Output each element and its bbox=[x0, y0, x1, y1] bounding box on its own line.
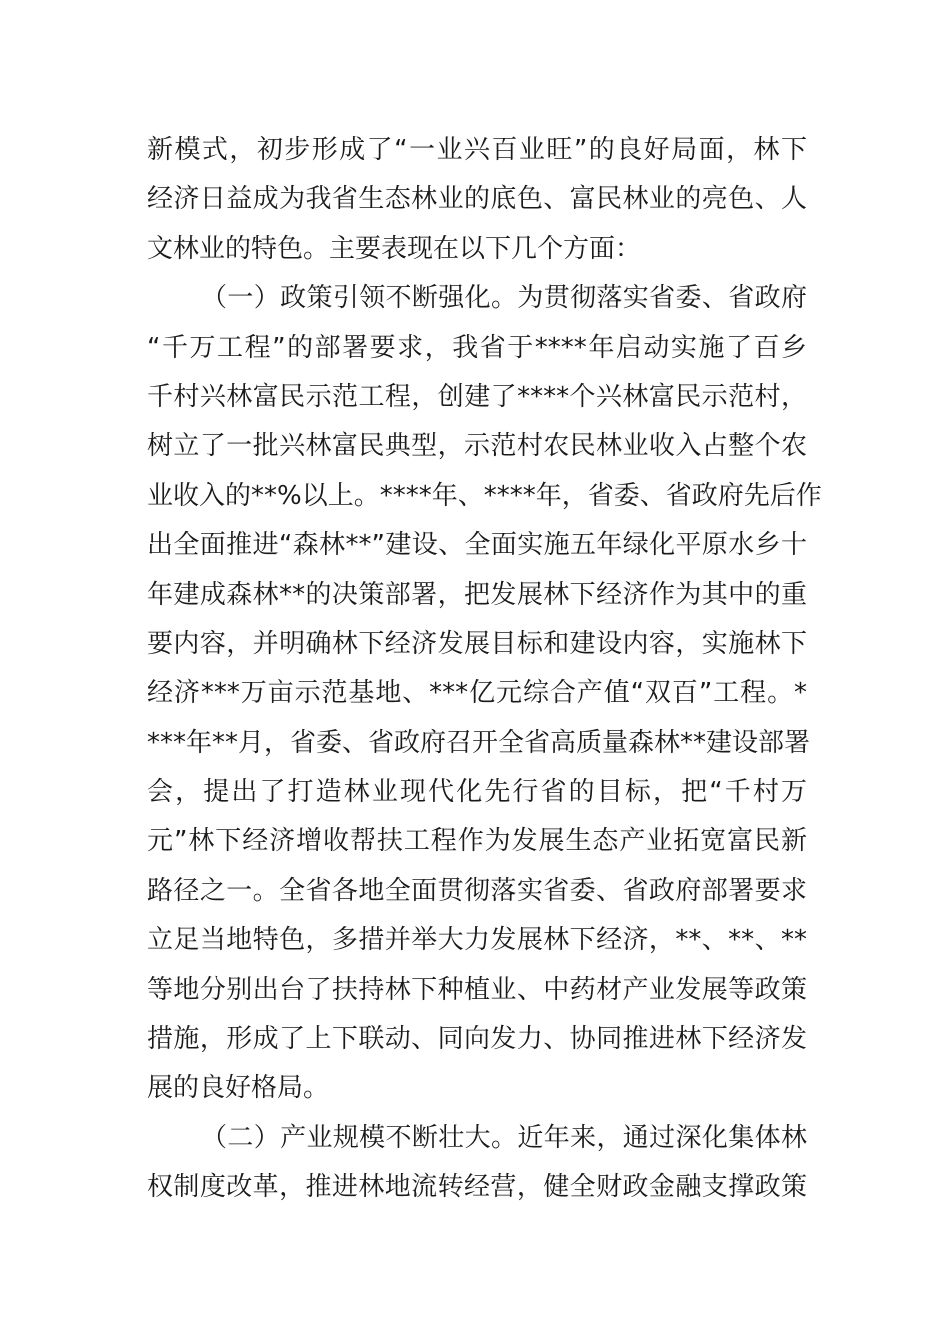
text-line: “千万工程”的部署要求，我省于****年启动实施了百乡 bbox=[147, 332, 807, 363]
text-line: 树立了一批兴林富民典型，示范村农民林业收入占整个农 bbox=[147, 431, 807, 462]
text-line: 经济日益成为我省生态林业的底色、富民林业的亮色、人 bbox=[147, 184, 807, 215]
text-line: 等地分别出台了扶持林下种植业、中药材产业发展等政策 bbox=[147, 974, 807, 1005]
text-line: 业收入的**%以上。****年、****年，省委、省政府先后作 bbox=[147, 480, 822, 511]
text-line: （一）政策引领不断强化。为贯彻落实省委、省政府 bbox=[201, 283, 807, 314]
text-line: 出全面推进“森林**”建设、全面实施五年绿化平原水乡十 bbox=[147, 530, 807, 561]
text-line: 路径之一。全省各地全面贯彻落实省委、省政府部署要求 bbox=[147, 875, 807, 906]
text-line: 要内容，并明确林下经济发展目标和建设内容，实施林下 bbox=[147, 628, 807, 659]
text-line: （二）产业规模不断壮大。近年来，通过深化集体林 bbox=[201, 1122, 807, 1153]
text-line: 展的良好格局。 bbox=[147, 1073, 330, 1104]
text-line: 经济***万亩示范基地、***亿元综合产值“双百”工程。* bbox=[147, 678, 807, 709]
text-line: 立足当地特色，多措并举大力发展林下经济，**、**、** bbox=[147, 925, 807, 956]
text-line: 千村兴林富民示范工程，创建了****个兴林富民示范村， bbox=[147, 381, 807, 412]
text-line: 措施，形成了上下联动、同向发力、协同推进林下经济发 bbox=[147, 1024, 807, 1055]
text-line: 年建成森林**的决策部署，把发展林下经济作为其中的重 bbox=[147, 579, 807, 610]
text-line: ***年**月，省委、省政府召开全省高质量森林**建设部署 bbox=[147, 727, 811, 758]
text-line: 文林业的特色。主要表现在以下几个方面： bbox=[147, 233, 642, 264]
text-line: 元”林下经济增收帮扶工程作为发展生态产业拓宽富民新 bbox=[147, 826, 807, 857]
text-line: 新模式，初步形成了“一业兴百业旺”的良好局面，林下 bbox=[147, 135, 807, 165]
text-line: 权制度改革，推进林地流转经营，健全财政金融支撑政策 bbox=[147, 1172, 807, 1203]
text-line: 会，提出了打造林业现代化先行省的目标，把“千村万 bbox=[147, 777, 807, 808]
body-text bbox=[147, 126, 822, 1213]
